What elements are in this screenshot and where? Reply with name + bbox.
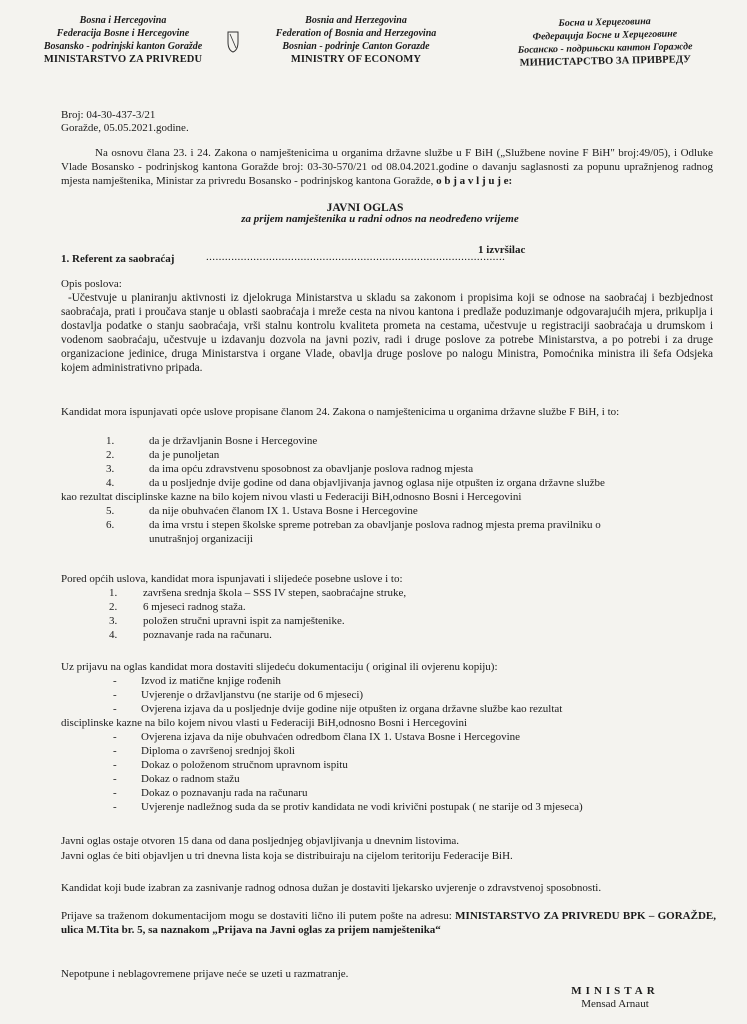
list-item [61,744,721,758]
header-middle-line: Federation of Bosnia and Herzegovina [275,28,437,39]
list-item-continuation [61,490,721,504]
item-text: da ima opću zdravstvenu sposobnost za obavljanje poslova radnog mjesta [149,463,474,475]
item-number: 2. [109,601,118,613]
header-left-line: Federacija Bosne i Hercegovine [56,28,190,39]
item-text: Ovjerena izjava da u posljednje dvije godine nije otpušten iz organa državne službe kao rezultat [141,703,563,715]
header-middle-line: Bosnian - podrinje Canton Gorazde [282,41,430,52]
header-right-line: Босанско - подрињски кантон Горажде [517,41,693,56]
list-item [61,758,721,772]
bullet-dash: - [113,801,117,813]
header-right-ministry: МИНИСТАРСТВО ЗА ПРИВРЕДУ [519,54,692,69]
bullet-dash: - [113,773,117,785]
list-item [61,688,721,702]
position-count: 1 izvršilac [478,244,526,256]
application-paragraph [61,909,716,937]
item-number: 2. [106,449,115,461]
header-middle [243,14,469,66]
item-number: 3. [109,615,118,627]
position-label: 1. Referent za saobraćaj [61,253,175,265]
medical-certificate-text: Kandidat koji bude izabran za zasnivanje radnog odnosa dužan je dostaviti ljekarsko uvjerenje o zdravstvenoj sposobnosti. [61,882,602,894]
list-item [61,586,721,600]
item-text: da je državljanin Bosne i Hercegovine [149,435,318,447]
header-middle-line: Bosnia and Herzegovina [305,15,407,26]
header-left-line: Bosansko - podrinjski kanton Goražde [43,41,203,52]
list-item [61,614,721,628]
item-number: 6. [106,519,115,531]
list-item [61,600,721,614]
item-text: unutrašnjoj organizaciji [149,533,253,545]
header-left-line: Bosna i Hercegovina [79,15,167,26]
item-number: 1. [106,435,115,447]
duties-heading: Opis poslova: [61,278,122,290]
list-item [61,772,721,786]
header-left-ministry: MINISTARSTVO ZA PRIVREDU [43,54,203,65]
intro-text: Na osnovu člana 23. i 24. Zakona o namještenicima u organima državne službe u F BiH („Službene novine F BiH" broj:49/05), i Odluke Vlade Bosansko - podrinjskog kantona Goražde broj: 03-30-570/21 od 08.04.2021.godine o davanju saglasnosti za popunu upražnjenog radnog mjesta namještenika, Ministar za privredu Bosansko - podrinjskog kantona Goražde, [61,147,713,187]
documents-intro: Uz prijavu na oglas kandidat mora dostaviti slijedeću dokumentaciju ( original ili ovjerenu kopiju): [61,661,498,673]
bullet-dash: - [113,703,117,715]
intro-paragraph [61,146,713,188]
header-right [483,13,726,70]
signature-title: MINISTAR [571,985,659,997]
item-text: Diploma o završenoj srednjoj školi [141,745,295,757]
place-date: Goražde, 05.05.2021.godine. [61,122,189,134]
bullet-dash: - [113,675,117,687]
special-conditions-list [61,586,721,642]
duties-text: -Učestvuje u planiranju aktivnosti iz djelokruga Ministarstva u skladu sa zakonom i propisima koji se odnose na saobraćaj i bezbjednost saobraćaja, prati i proučava stanje u oblasti saobraćaja i mreže cesta na nivou kantona i predlaže poduzimanje odgovarajućih mjera, prikuplja i dostavlja podatke o stanju saobraćaja, vrši stalnu kontrolu kvaliteta prometa na cestama, učestvuje u registraciji saobraćaja u drumskom i vodenom saobraćaju, učestvuje u izdavanju dozvola na javni poziv, radi i druge poslove za potrebe Ministarstva, a po potrebi i za druge organizacione jedinice, druga Ministarstva i organe Vlade, obavlja druge poslove po nalogu Ministra, Pomoćnika ministra ili šefa Odsjeka kojem administrativno pripada. [61,292,713,374]
documents-list [61,674,721,814]
item-text: Dokaz o položenom stručnom upravnom ispitu [141,759,348,771]
item-text: disciplinske kazne na bilo kojem nivou vlasti u Federaciji BiH,odnosno Bosni i Hercegovini [61,717,468,729]
item-number: 3. [106,463,115,475]
item-text: Uvjerenje nadležnog suda da se protiv kandidata ne vodi krivični postupak ( ne starije od 3 mjeseca) [141,801,583,813]
header-left [18,14,228,66]
header-middle-ministry: MINISTRY OF ECONOMY [290,54,422,65]
list-item [61,702,721,716]
list-item [61,476,721,490]
bullet-dash: - [113,731,117,743]
item-text: Izvod iz matične knjige rođenih [141,675,281,687]
publication-text: Javni oglas će biti objavljen u tri dnevna lista koja se distribuiraju na cijelom teritoriju Federacije BiH. [61,850,513,862]
item-text: Ovjerena izjava da nije obuhvaćen odredbom člana IX 1. Ustava Bosne i Hercegovine [141,731,521,743]
item-text: Dokaz o poznavanju rada na računaru [141,787,308,799]
reference-number: Broj: 04-30-437-3/21 [61,109,156,121]
item-number: 4. [106,477,115,489]
item-text: kao rezultat disciplinske kazne na bilo kojem nivou vlasti u Federaciji BiH,odnosno Bosni i Hercegovini [61,491,522,503]
bullet-dash: - [113,689,117,701]
item-number: 5. [106,505,115,517]
item-number: 1. [109,587,118,599]
signature-name: Mensad Arnaut [581,998,649,1010]
list-item [61,674,721,688]
signature-block [550,985,680,1011]
application-address: MINISTARSTVO ZA PRIVREDU BPK – GORAŽDE, ulica M.Tita br. 5, sa naznakom „Prijava na Javni oglas za prijem namještenika“ [61,910,716,936]
list-item [61,730,721,744]
item-text: Dokaz o radnom stažu [141,773,240,785]
application-text: Prijave sa traženom dokumentacijom mogu se dostaviti lično ili putem pošte na adresu: [61,910,452,922]
item-text: da ima vrstu i stepen školske spreme potreban za obavljanje poslova radnog mjesta prema pravilniku o [149,519,601,531]
document-title: JAVNI OGLAS [326,202,404,214]
item-number: 4. [109,629,118,641]
item-text: da u posljednje dvije godine od dana objavljivanja javnog oglasa nije otpušten iz organa državne službe [149,477,605,489]
open-period-text: Javni oglas ostaje otvoren 15 dana od dana posljednjeg objavljivanja u dnevnim listovima. [61,835,460,847]
item-text: završena srednja škola – SSS IV stepen, saobraćajne struke, [143,587,407,599]
list-item [61,462,721,476]
item-text: poznavanje rada na računaru. [143,629,272,641]
document-subtitle: za prijem namještenika u radni odnos na neodređeno vrijeme [241,213,519,225]
special-conditions-intro: Pored općih uslova, kandidat mora ispunjavati i slijedeće posebne uslove i to: [61,573,403,585]
list-item [61,518,721,532]
item-text: Uvjerenje o državljanstvu (ne starije od 6 mjeseci) [141,689,364,701]
list-item-continuation [61,716,721,730]
bullet-dash: - [113,745,117,757]
list-item [61,800,721,814]
list-item [61,786,721,800]
objavljuje-label: o b j a v l j u j e: [436,175,513,187]
bullet-dash: - [113,759,117,771]
coat-of-arms-emblem [226,28,240,54]
item-text: da je punoljetan [149,449,220,461]
header-right-line: Федерација Босне и Херцеговине [532,28,678,43]
header-right-line: Босна и Херцеговина [558,16,651,29]
item-text: položen stručni upravni ispit za namještenike. [143,615,345,627]
bullet-dash: - [113,787,117,799]
general-conditions-intro: Kandidat mora ispunjavati opće uslove propisane članom 24. Zakona o namještenicima u organima državne službe F BiH, i to: [61,406,620,418]
list-item [61,434,721,448]
incomplete-applications-text: Nepotpune i neblagovremene prijave neće se uzeti u razmatranje. [61,968,349,980]
list-item-continuation [61,532,721,546]
item-text: da nije obuhvaćen članom IX 1. Ustava Bosne i Hercegovine [149,505,418,517]
list-item [61,448,721,462]
item-text: 6 mjeseci radnog staža. [143,601,246,613]
list-item [61,504,721,518]
list-item [61,628,721,642]
position-dots: ............................................................................................... [206,251,506,263]
general-conditions-list [61,434,721,546]
